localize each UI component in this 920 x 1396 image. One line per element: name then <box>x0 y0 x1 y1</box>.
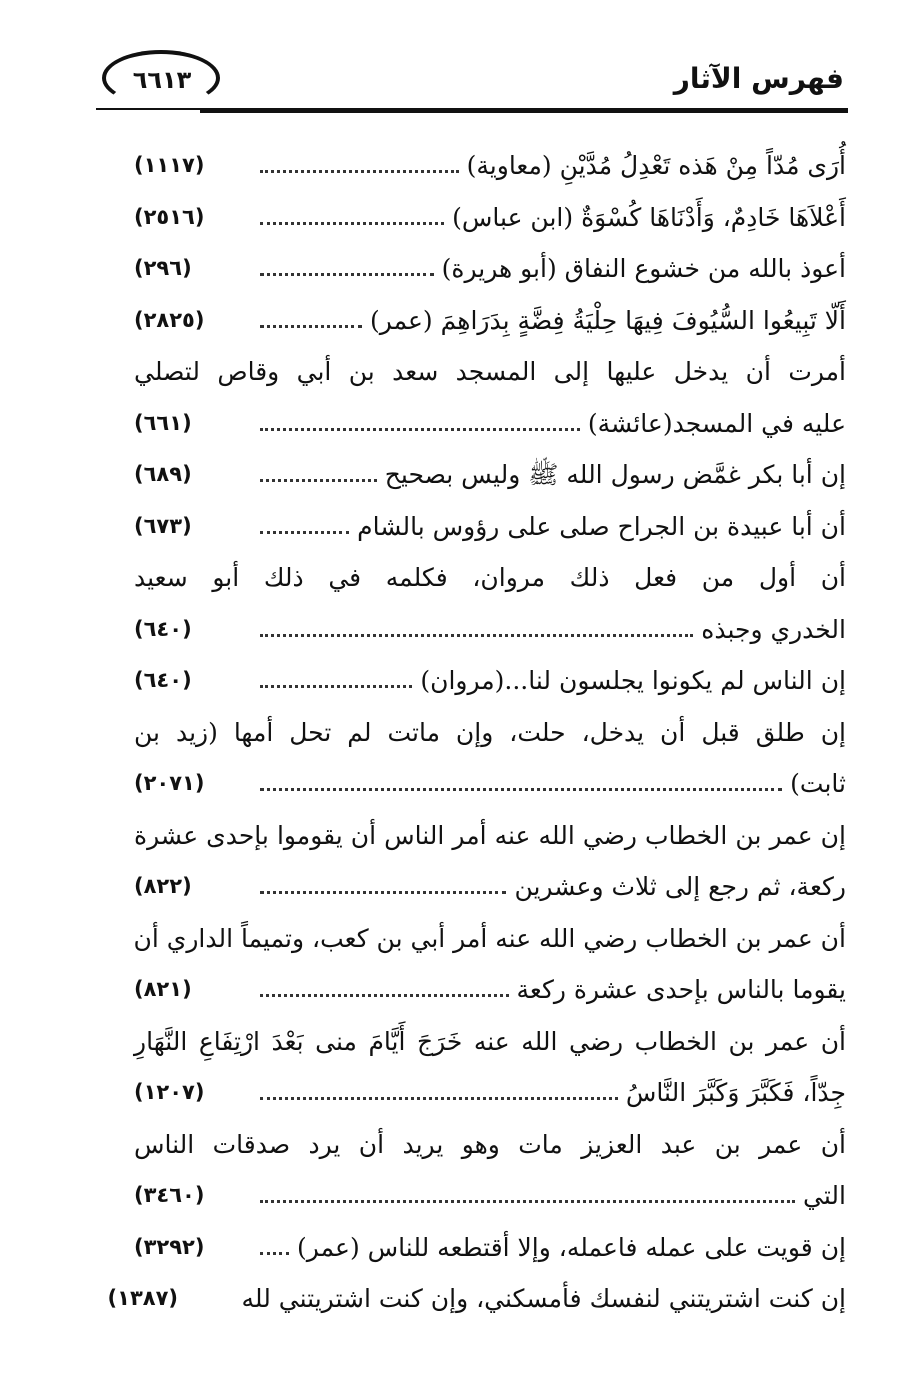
entry-line-continued <box>134 810 846 862</box>
leader-dots <box>260 1252 289 1255</box>
index-entry <box>134 449 846 501</box>
entry-line-last <box>107 1273 846 1325</box>
entry-text: أن عمر بن عبد العزيز مات وهو يريد أن يرد صدقات الناس <box>134 1129 846 1159</box>
entry-line-continued <box>134 346 846 398</box>
index-entry <box>134 1222 846 1274</box>
leader-dots <box>260 685 412 688</box>
entry-text: إن طلق قبل أن يدخل، حلت، وإن ماتت لم تحل أمها (زيد بن <box>134 717 846 747</box>
entry-line-continued <box>134 1119 846 1171</box>
entry-line-continued <box>134 707 846 759</box>
entry-text: أمرت أن يدخل عليها إلى المسجد سعد بن أبي وقاص لتصلي <box>134 357 846 386</box>
index-entry <box>134 655 846 707</box>
entry-reference-number: (٢٨٢٥) <box>134 307 205 332</box>
entry-reference-number: (٨٢١) <box>134 977 192 1001</box>
entry-line-last <box>134 501 846 553</box>
index-entry <box>134 243 846 295</box>
header-rule <box>200 108 848 113</box>
entry-line-last <box>134 604 846 656</box>
entry-text: إن كنت اشتريتني لنفسك فأمسكني، وإن كنت اشتريتني لله <box>241 1284 846 1313</box>
entry-text: التي <box>803 1181 846 1210</box>
entry-text: أن عمر بن الخطاب رضي الله عنه خَرَجَ أَيَّامَ منى بَعْدَ ارْتِفَاعِ النَّهَارِ <box>134 1026 846 1056</box>
leader-dots <box>260 1097 618 1100</box>
entry-line-last <box>134 1222 846 1274</box>
entry-reference-number: (٦٤٠) <box>134 616 192 641</box>
entry-text: عليه في المسجد(عائشة) <box>587 408 846 438</box>
leader-dots <box>260 273 434 276</box>
entry-line-continued <box>134 552 846 604</box>
leader-dots <box>260 222 444 225</box>
entry-line-last <box>134 964 846 1016</box>
index-entry <box>134 295 846 347</box>
entry-text: ثابت) <box>790 769 846 798</box>
entry-reference-number: (٢٠٧١) <box>134 771 205 795</box>
entry-line-last <box>134 295 846 347</box>
entry-line-last <box>134 398 846 450</box>
index-entry <box>134 1119 846 1222</box>
entry-reference-number: (٦٨٩) <box>134 462 192 486</box>
entry-text: يقوما بالناس بإحدى عشرة ركعة <box>516 975 846 1004</box>
running-title: فهرس الآثار <box>673 62 844 95</box>
entry-reference-number: (٦٦١) <box>134 410 192 435</box>
entry-line-last <box>134 1170 846 1222</box>
athar-index-list <box>107 140 846 1325</box>
entry-reference-number: (١١١٧) <box>134 153 205 177</box>
leader-dots <box>260 634 693 637</box>
entry-reference-number: (٨٢٢) <box>134 874 192 898</box>
entry-line-last <box>134 449 846 501</box>
entry-text: أن أول من فعل ذلك مروان، فكلمه في ذلك أبو سعيد <box>134 563 846 592</box>
entry-line-last <box>134 861 846 913</box>
entry-text: جِدّاً، فَكَبَّرَ وَكَبَّرَ النَّاسُ <box>625 1078 846 1107</box>
entry-text: أُرَى مُدّاً مِنْ هَذه تَعْدِلُ مُدَّيْنِ (معاوية) <box>466 151 846 180</box>
entry-reference-number: (١٣٨٧) <box>107 1286 179 1310</box>
index-entry <box>134 346 846 449</box>
leader-dots <box>260 170 459 173</box>
entry-line-last <box>134 192 846 244</box>
leader-dots <box>260 479 377 482</box>
entry-text: أن عمر بن الخطاب رضي الله عنه أمر أبي بن كعب، وتميماً الداري أن <box>133 923 846 953</box>
entry-text: إن عمر بن الخطاب رضي الله عنه أمر الناس أن يقوموا بإحدى عشرة <box>134 820 846 850</box>
leader-dots <box>260 994 509 997</box>
index-entry <box>107 1273 846 1325</box>
entry-text: ركعة، ثم رجع إلى ثلاث وعشرين <box>514 872 846 901</box>
entry-line-last <box>134 758 846 810</box>
index-entry <box>134 810 846 913</box>
entry-line-last <box>134 140 846 192</box>
entry-reference-number: (١٢٠٧) <box>134 1080 205 1104</box>
entry-text: الخدري وجبذه <box>701 614 846 644</box>
page-header <box>96 44 848 124</box>
entry-text: إن الناس لم يكونوا يجلسون لنا...(مروان) <box>420 666 846 695</box>
page-number: ٦٦١٣ <box>132 66 192 94</box>
entry-reference-number: (٣٤٦٠) <box>134 1183 205 1207</box>
entry-reference-number: (٦٤٠) <box>134 668 192 692</box>
leader-dots <box>260 531 349 534</box>
index-entry <box>134 707 846 810</box>
leader-dots <box>260 788 782 791</box>
entry-line-last <box>134 655 846 707</box>
entry-reference-number: (٣٢٩٢) <box>134 1234 205 1259</box>
index-entry <box>134 501 846 553</box>
leader-dots <box>260 1200 795 1203</box>
entry-reference-number: (٦٧٣) <box>134 513 192 538</box>
entry-line-last <box>134 243 846 295</box>
index-entry <box>134 552 846 655</box>
leader-dots <box>260 428 580 431</box>
entry-reference-number: (٢٥١٦) <box>134 204 205 229</box>
entry-text: أَلّا تَبِيعُوا السُّيُوفَ فِيهَا حِلْيَةُ فِضَّةٍ بِدَرَاهِمَ (عمر) <box>370 305 846 335</box>
entry-line-last <box>134 1067 846 1119</box>
leader-dots <box>260 325 362 328</box>
index-entry <box>134 1016 846 1119</box>
entry-text: إن أبا بكر غمَّض رسول الله ﷺ وليس بصحيح <box>384 460 846 489</box>
entry-reference-number: (٢٩٦) <box>134 256 192 280</box>
index-entry <box>134 192 846 244</box>
entry-text: أعوذ بالله من خشوع النفاق (أبو هريرة) <box>441 254 846 283</box>
index-entry <box>134 140 846 192</box>
index-entry <box>134 913 846 1016</box>
entry-text: إن قويت على عمله فاعمله، وإلا أقتطعه للناس (عمر) <box>297 1232 846 1262</box>
entry-text: أَعْلاَهَا خَادِمٌ، وَأَدْنَاهَا كُسْوَةٌ (ابن عباس) <box>452 202 846 232</box>
entry-text: أن أبا عبيدة بن الجراح صلى على رؤوس بالشام <box>357 511 846 541</box>
entry-line-continued <box>134 913 846 965</box>
leader-dots <box>260 891 506 894</box>
header-rule-thin <box>96 108 206 110</box>
entry-line-continued <box>134 1016 846 1068</box>
